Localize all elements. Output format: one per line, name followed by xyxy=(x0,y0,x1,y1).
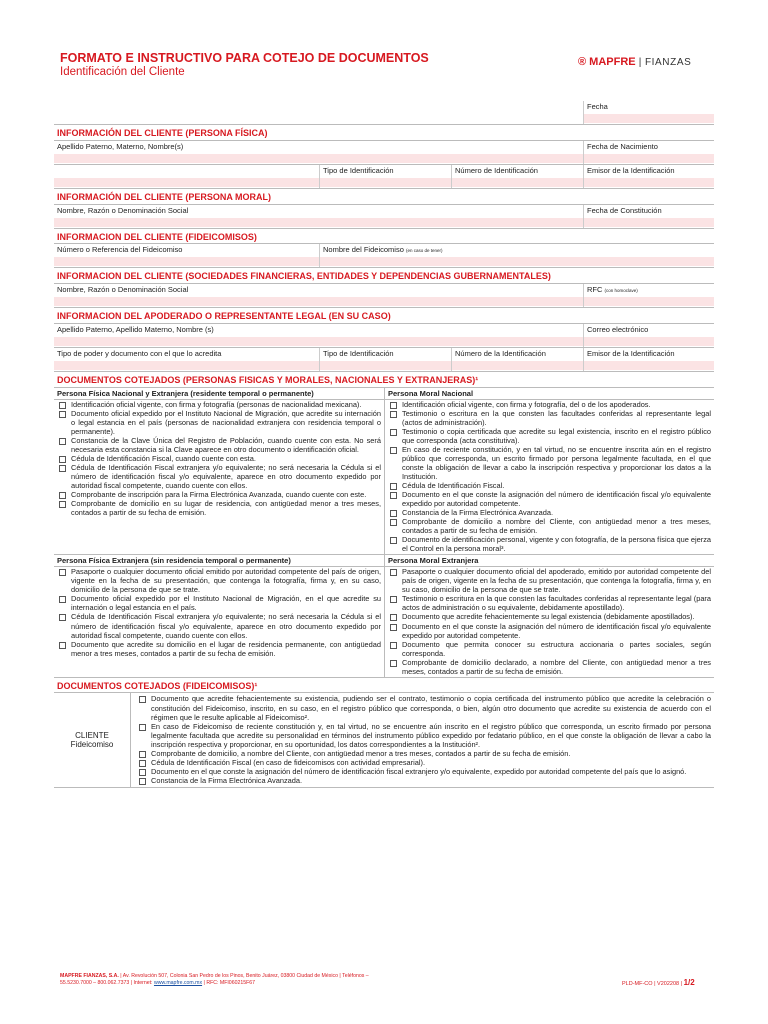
form-subtitle: Identificación del Cliente xyxy=(60,66,185,78)
fd-nombre-field[interactable] xyxy=(320,257,714,266)
pf-nacimiento-field[interactable] xyxy=(584,154,714,163)
checklist-item[interactable]: Documento en el que conste la asignación del número de identificación fiscal extranjero y/o equivalente, expedido por autoridad competente del país que lo asignó. xyxy=(137,767,711,776)
pm-row xyxy=(54,205,714,229)
pf-nacional-heading: Persona Física Nacional y Extranjera (residente temporal o permanente) xyxy=(54,388,384,400)
footer-rfc: | RFC: MFI060215F67 xyxy=(203,979,256,986)
checklist-item[interactable]: Comprobante de domicilio, a nombre del Cliente, con antigüedad menor a tres meses, contados a partir de su fecha de emisión. xyxy=(137,749,711,758)
pf-tipo-id-field[interactable] xyxy=(320,178,451,187)
checklist-item[interactable]: Documento oficial expedido por el Instituto Nacional de Migración, en el que acredite su internación o legal estancia en el país. xyxy=(57,594,381,612)
checklist-item[interactable]: En caso de Fideicomiso de reciente constitución y, en tal virtud, no se encuentre aún inscrito en el registro público que corresponda, un escrito firmado por persona legalmente facultada que acredite su personalidad en términos del instrumento público expedido por fedatario público, en el que conste la obligación de llevar a cabo la inscripción respectiva y proporcionar, en su oportunidad, los datos correspondientes a la Institución². xyxy=(137,722,711,749)
checklist-item[interactable]: Comprobante de inscripción para la Firma Electrónica Avanzada, cuando cuente con este. xyxy=(57,490,381,499)
checklist-item[interactable]: Documento en el que conste la asignación del número de identificación fiscal y/o equivalente expedido por autoridad competente. xyxy=(388,622,711,640)
doc-code: PLD-MF-CO | V202208 | xyxy=(622,981,683,987)
fecha-row xyxy=(54,101,714,125)
fecha-field[interactable] xyxy=(584,114,714,123)
logo-mark: ® xyxy=(578,56,587,68)
pf-nacimiento-label: Fecha de Nacimiento xyxy=(587,141,658,151)
pf-emisor-label: Emisor de la Identificación xyxy=(587,165,675,175)
docs-header-row-2 xyxy=(54,555,714,567)
fd-row xyxy=(54,244,714,268)
ap-tipo-id-label: Tipo de Identificación xyxy=(323,348,394,358)
section-apoderado: INFORMACION DEL APODERADO O REPRESENTANTE LEGAL (EN SU CASO) xyxy=(54,308,714,324)
sf-nombre-label: Nombre, Razón o Denominación Social xyxy=(57,285,189,295)
checklist-item[interactable]: Cédula de Identificación Fiscal, cuando cuente con esta. xyxy=(57,454,381,463)
checklist-item[interactable]: Constancia de la Firma Electrónica Avanzada. xyxy=(137,776,711,785)
page-number: 1/2 xyxy=(683,978,695,987)
pf-tipo-id-label: Tipo de Identificación xyxy=(323,165,394,175)
ap-nombre-field[interactable] xyxy=(54,337,583,346)
checklist-item[interactable]: Constancia de la Clave Única del Registro de Población, cuando cuente con esta. No será necesaria esta constancia si la Clave aparece en otro documento o identificación oficial. xyxy=(57,436,381,454)
mapfre-logo xyxy=(578,56,691,69)
ap-emisor-field[interactable] xyxy=(584,361,714,370)
fid-client-label: CLIENTE xyxy=(75,730,109,740)
sf-row xyxy=(54,284,714,308)
pm-nacional-checklist xyxy=(388,400,711,554)
fd-numero-label: Número o Referencia del Fideicomiso xyxy=(57,245,183,255)
checklist-item[interactable]: Testimonio o copia certificada que acredite su legal existencia, inscrito en el registro público que corresponda (acta constitutiva). xyxy=(388,427,711,445)
fid-client-type: Fideicomiso xyxy=(70,740,114,750)
checklist-item[interactable]: Cédula de Identificación Fiscal. xyxy=(388,481,711,490)
checklist-item[interactable]: Documento que permita conocer su estructura accionaria o partes sociales, según corresponda. xyxy=(388,640,711,658)
pf-num-id-label: Número de Identificación xyxy=(455,165,538,175)
pm-constitucion-label: Fecha de Constitución xyxy=(587,205,662,215)
checklist-item[interactable]: Constancia de la Firma Electrónica Avanzada. xyxy=(388,508,711,517)
footer-company: MAPFRE FIANZAS, S.A. xyxy=(60,973,119,979)
pf-row2 xyxy=(54,165,714,189)
pf-nombre-field[interactable] xyxy=(54,154,583,163)
fideicomiso-docs-row xyxy=(54,693,714,787)
pf-nacional-checklist xyxy=(57,400,381,517)
ap-poder-label: Tipo de poder y documento con el que lo acredita xyxy=(57,348,222,358)
fd-nombre-note: (en caso de tener) xyxy=(405,248,443,254)
ap-num-id-label: Número de la Identificación xyxy=(455,348,546,358)
ap-row2 xyxy=(54,348,714,372)
form-title: FORMATO E INSTRUCTIVO PARA COTEJO DE DOCUMENTOS xyxy=(60,51,429,65)
section-documentos-fideicomisos: DOCUMENTOS COTEJADOS (FIDEICOMISOS)¹ xyxy=(54,678,714,694)
pf-extranjera-checklist xyxy=(57,567,381,657)
checklist-item[interactable]: Comprobante de domicilio en su lugar de residencia, con antigüedad menor a tres meses, contados a partir de su fecha de emisión. xyxy=(57,499,381,517)
checklist-item[interactable]: Cédula de Identificación Fiscal extranjera y/o equivalente; no será necesaria la Cédula si el número de identificación fiscal y/o equivalente, aparece en otro documento expedido por autoridad fiscal competente, cuando cuente con ellos. xyxy=(57,463,381,490)
ap-row1 xyxy=(54,324,714,348)
form-body xyxy=(54,101,714,788)
page-code xyxy=(622,978,695,988)
checklist-item[interactable]: Documento de identificación personal, vigente y con fotografía, de la persona física que ejerza el Control en la persona moral³. xyxy=(388,535,711,553)
footer-web-link[interactable]: www.mapfre.com.mx xyxy=(153,979,203,986)
ap-emisor-label: Emisor de la Identificación xyxy=(587,348,675,358)
section-persona-moral: INFORMACIÓN DEL CLIENTE (PERSONA MORAL) xyxy=(54,189,714,205)
pm-nombre-label: Nombre, Razón o Denominación Social xyxy=(57,205,189,215)
ap-poder-field[interactable] xyxy=(54,361,319,370)
checklist-item[interactable]: Comprobante de domicilio a nombre del Cliente, con antigüedad menor a tres meses, contados a partir de su fecha de emisión. xyxy=(388,517,711,535)
section-documentos-cotejados: DOCUMENTOS COTEJADOS (PERSONAS FISICAS Y MORALES, NACIONALES Y EXTRANJERAS)¹ xyxy=(54,372,714,388)
pf-blank-field[interactable] xyxy=(54,178,319,187)
sf-nombre-field[interactable] xyxy=(54,297,583,306)
docs-header-row-1 xyxy=(54,388,714,400)
checklist-item[interactable]: Testimonio o escritura en la que consten las facultades conferidas al representante legal (actos de administración). xyxy=(388,409,711,427)
ap-correo-label: Correo electrónico xyxy=(587,324,649,334)
logo-unit: FIANZAS xyxy=(644,57,692,68)
sf-rfc-note: (con homoclave) xyxy=(604,288,638,294)
checklist-item[interactable]: En caso de reciente constitución, y en tal virtud, no se encuentre inscrita aún en el registro público que corresponda, un escrito firmado por persona legalmente facultada, en el que conste la obligación de llevar a cabo la inscripción respectiva y proporcionar los datos a la Institución. xyxy=(388,445,711,481)
ap-num-id-field[interactable] xyxy=(452,361,583,370)
ap-nombre-label: Apellido Paterno, Apellido Materno, Nombre (s) xyxy=(57,324,214,334)
pf-emisor-field[interactable] xyxy=(584,178,714,187)
section-fideicomisos: INFORMACION DEL CLIENTE (FIDEICOMISOS) xyxy=(54,229,714,245)
checklist-item[interactable]: Documento que acredite su domicilio en el lugar de residencia permanente, con antigüedad menor a tres meses, contados a partir de su fecha de emisión. xyxy=(57,640,381,658)
fideicomiso-checklist xyxy=(137,694,711,784)
pf-extranjera-heading: Persona Física Extranjera (sin residencia temporal o permanente) xyxy=(54,555,384,567)
docs-row-1 xyxy=(54,400,714,556)
pm-nacional-heading: Persona Moral Nacional xyxy=(385,388,714,400)
checklist-item[interactable]: Documento oficial expedido por el Instituto Nacional de Migración, que acredite su internación o legal estancia en el país (personas de nacionalidad extranjera con residencia temporal o permanente). xyxy=(57,409,381,436)
section-persona-fisica: INFORMACIÓN DEL CLIENTE (PERSONA FÍSICA) xyxy=(54,125,714,141)
checklist-item[interactable]: Documento en el que conste la asignación del número de identificación fiscal y/o equivalente expedido por autoridad competente. xyxy=(388,490,711,508)
checklist-item[interactable]: Identificación oficial vigente, con firma y fotografía, del o de los apoderados. xyxy=(388,400,711,409)
footer-address xyxy=(60,973,390,987)
pm-extranjera-heading: Persona Moral Extranjera xyxy=(385,555,714,567)
checklist-item[interactable]: Documento que acredite fehacientemente su existencia, pudiendo ser el contrato, testimonio o copia certificada del instrumento público que acredite la celebración o constitución del Fideicomiso, inscrito, en su caso, en el registro público que corresponda, o bien, algún otro documento que acredite su existencia de acuerdo con el régimen que le resulte aplicable al Fideicomiso². xyxy=(137,694,711,721)
pm-nombre-field[interactable] xyxy=(54,218,583,227)
pf-num-id-field[interactable] xyxy=(452,178,583,187)
sf-rfc-field[interactable] xyxy=(584,297,714,306)
pm-constitucion-field[interactable] xyxy=(584,218,714,227)
ap-tipo-id-field[interactable] xyxy=(320,361,451,370)
checklist-item[interactable]: Pasaporte o cualquier documento oficial del apoderado, emitido por autoridad competente del país de origen, vigente en la fecha de su presentación, que contenga la fotografía, firma y, en su caso, domicilio de la persona de que se trate. xyxy=(388,567,711,594)
logo-brand: MAPFRE xyxy=(589,56,636,68)
checklist-item[interactable]: Identificación oficial vigente, con firma y fotografía (personas de nacionalidad mexicana). xyxy=(57,400,381,409)
checklist-item[interactable]: Cédula de Identificación Fiscal (en caso de fideicomisos con actividad empresarial). xyxy=(137,758,711,767)
checklist-item[interactable]: Testimonio o escritura en la que consten las facultades conferidas al representante legal (para actos de administración o su equivalente, debidamente apostillado). xyxy=(388,594,711,612)
checklist-item[interactable]: Documento que acredite fehacientemente su legal existencia (debidamente apostillados). xyxy=(388,612,711,621)
logo-separator: | xyxy=(638,57,642,68)
ap-correo-field[interactable] xyxy=(584,337,714,346)
footer-address-text: | Av. Revolución 507, Colonia San Pedro de los Pinos, Benito Juárez, 03800 Ciudad de México | Teléfonos – 55.5230.7000 – 800.062.7373 | Internet: xyxy=(60,973,369,986)
sf-rfc-label: RFC xyxy=(587,285,603,295)
fecha-label: Fecha xyxy=(587,102,608,111)
pf-nombre-label: Apellido Paterno, Materno, Nombre(s) xyxy=(57,141,184,151)
pf-row1 xyxy=(54,141,714,165)
checklist-item[interactable]: Comprobante de domicilio declarado, a nombre del Cliente, con antigüedad menor a tres meses, contados a partir de su fecha de emisión. xyxy=(388,658,711,676)
fd-numero-field[interactable] xyxy=(54,257,319,266)
section-sociedades: INFORMACION DEL CLIENTE (SOCIEDADES FINANCIERAS, ENTIDADES Y DEPENDENCIAS GUBERNAMENTALES) xyxy=(54,268,714,284)
docs-row-2 xyxy=(54,567,714,677)
pm-extranjera-checklist xyxy=(388,567,711,675)
checklist-item[interactable]: Pasaporte o cualquier documento oficial emitido por autoridad competente del país de origen, vigente en la fecha de su presentación, que contenga la fotografía, firma y, en su caso, domicilio de la persona de que se trate. xyxy=(57,567,381,594)
fd-nombre-label: Nombre del Fideicomiso xyxy=(323,245,404,255)
checklist-item[interactable]: Cédula de Identificación Fiscal extranjera y/o equivalente; no será necesaria la Cédula si el número de identificación fiscal y/o equivalente, aparece en otro documento expedido por autoridad fiscal competente, cuando cuente con ellos. xyxy=(57,612,381,639)
